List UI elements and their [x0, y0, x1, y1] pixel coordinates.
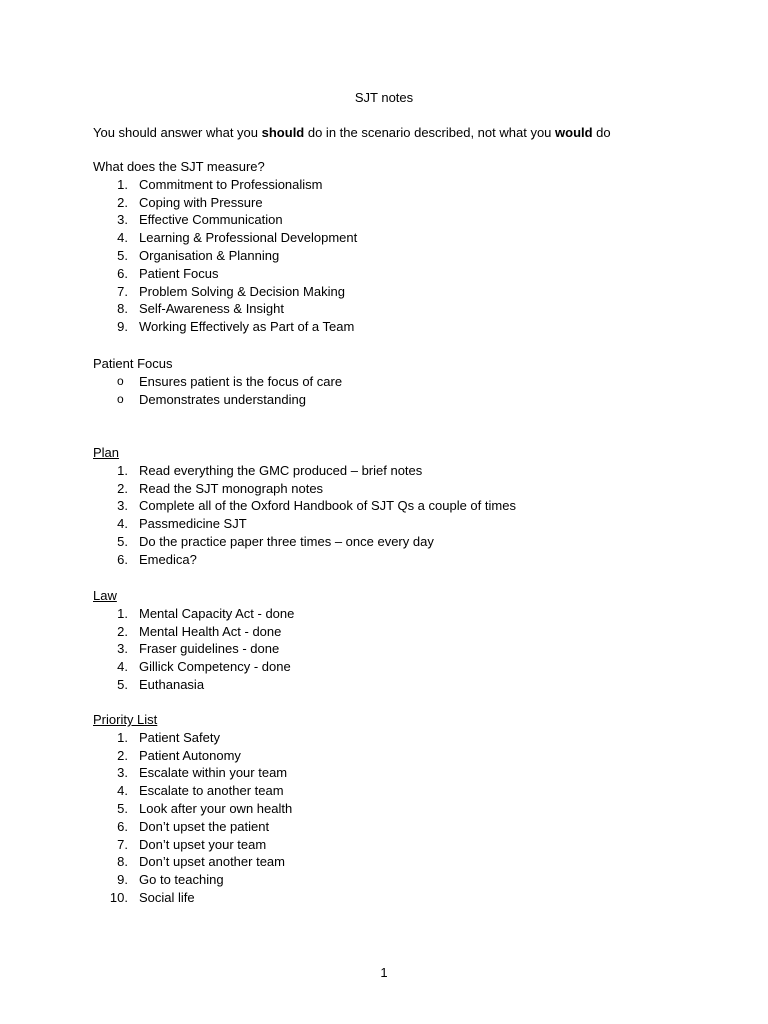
list-item [93, 229, 713, 247]
measure-list [93, 176, 713, 336]
list-item [93, 211, 713, 229]
plan-heading: Plan [93, 445, 120, 460]
list-number: 3. [117, 765, 128, 781]
patient-focus-list [93, 373, 713, 409]
list-number: 1. [117, 462, 128, 478]
list-number: 7. [117, 836, 128, 852]
list-number: 4. [117, 516, 128, 532]
list-text: Go to teaching [139, 872, 224, 888]
measure-section [93, 158, 713, 336]
law-heading: Law [93, 588, 117, 603]
list-text: Coping with Pressure [139, 194, 263, 210]
intro-text-part1: You should answer what you [93, 125, 262, 140]
patient-focus-section [93, 355, 713, 408]
list-item [93, 300, 713, 318]
list-item [93, 194, 713, 212]
list-item [93, 747, 713, 765]
list-number: 1. [117, 729, 128, 745]
measure-heading: What does the SJT measure? [93, 159, 265, 174]
list-text: Commitment to Professionalism [139, 176, 323, 192]
intro-paragraph [93, 124, 611, 141]
list-item [93, 658, 713, 676]
list-text: Mental Capacity Act - done [139, 605, 295, 621]
list-item [93, 853, 713, 871]
list-text: Self-Awareness & Insight [139, 301, 284, 317]
list-number: 6. [117, 551, 128, 567]
list-text: Don’t upset your team [139, 836, 267, 852]
document-title: SJT notes [354, 90, 414, 105]
list-text: Escalate to another team [139, 783, 284, 799]
list-item [93, 800, 713, 818]
list-number: 5. [117, 676, 128, 692]
list-text: Learning & Professional Development [139, 230, 358, 246]
list-item [93, 676, 713, 694]
list-item [93, 836, 713, 854]
list-item [93, 605, 713, 623]
plan-section [93, 444, 713, 569]
priority-section [93, 711, 713, 907]
list-number: 4. [117, 230, 128, 246]
intro-bold-should: should [261, 125, 305, 140]
bullet-circle-icon: o [117, 373, 124, 388]
list-number: 5. [117, 247, 128, 263]
list-item [93, 551, 713, 569]
list-text: Look after your own health [139, 800, 293, 816]
list-item [93, 889, 713, 907]
list-text: Fraser guidelines - done [139, 641, 280, 657]
list-number: 8. [117, 301, 128, 317]
intro-bold-would: would [555, 125, 593, 140]
plan-list [93, 462, 713, 569]
list-item [93, 818, 713, 836]
list-number: 6. [117, 265, 128, 281]
list-text: Escalate within your team [139, 765, 288, 781]
list-number: 2. [117, 623, 128, 639]
list-text: Gillick Competency - done [139, 659, 291, 675]
list-text: Don’t upset the patient [139, 818, 270, 834]
list-number: 2. [117, 480, 128, 496]
list-number: 3. [117, 212, 128, 228]
intro-text-part3: do [592, 125, 611, 140]
list-number: 7. [117, 283, 128, 299]
list-text: Problem Solving & Decision Making [139, 283, 345, 299]
list-number: 6. [117, 818, 128, 834]
list-item [93, 640, 713, 658]
list-item [93, 265, 713, 283]
list-text: Organisation & Planning [139, 247, 280, 263]
list-text: Don’t upset another team [139, 854, 285, 870]
list-text: Emedica? [139, 551, 197, 567]
list-number: 3. [117, 498, 128, 514]
intro-text-part2: do in the scenario described, not what you [304, 125, 556, 140]
list-number: 9. [117, 872, 128, 888]
list-item [93, 497, 713, 515]
list-item [93, 318, 713, 336]
list-text: Ensures patient is the focus of care [139, 373, 343, 389]
bullet-circle-icon: o [117, 391, 124, 406]
list-number: 10. [109, 889, 128, 905]
list-item [93, 373, 713, 391]
list-number: 2. [117, 747, 128, 763]
list-item [93, 764, 713, 782]
list-text: Working Effectively as Part of a Team [139, 319, 355, 335]
list-number: 4. [117, 783, 128, 799]
list-text: Demonstrates understanding [139, 391, 306, 407]
list-number: 9. [117, 319, 128, 335]
list-number: 5. [117, 800, 128, 816]
list-item [93, 533, 713, 551]
patient-focus-heading: Patient Focus [93, 356, 173, 371]
list-item [93, 283, 713, 301]
list-text: Patient Safety [139, 729, 220, 745]
list-item [93, 391, 713, 409]
list-number: 1. [117, 605, 128, 621]
list-text: Passmedicine SJT [139, 516, 247, 532]
list-text: Read everything the GMC produced – brief notes [139, 462, 423, 478]
list-item [93, 480, 713, 498]
list-item [93, 623, 713, 641]
list-number: 4. [117, 659, 128, 675]
list-text: Patient Focus [139, 265, 219, 281]
list-text: Mental Health Act - done [139, 623, 282, 639]
list-number: 8. [117, 854, 128, 870]
list-text: Effective Communication [139, 212, 283, 228]
list-text: Do the practice paper three times – once every day [139, 533, 434, 549]
list-item [93, 782, 713, 800]
list-text: Social life [139, 889, 195, 905]
list-item [93, 462, 713, 480]
priority-list [93, 729, 713, 907]
list-number: 3. [117, 641, 128, 657]
page-number: 1 [380, 965, 388, 980]
list-text: Complete all of the Oxford Handbook of SJT Qs a couple of times [139, 498, 516, 514]
list-item [93, 729, 713, 747]
list-number: 5. [117, 533, 128, 549]
law-section [93, 587, 713, 694]
list-item [93, 247, 713, 265]
list-item [93, 871, 713, 889]
list-text: Euthanasia [139, 676, 205, 692]
law-list [93, 605, 713, 694]
list-item [93, 176, 713, 194]
priority-heading: Priority List [93, 712, 158, 727]
list-number: 2. [117, 194, 128, 210]
list-item [93, 515, 713, 533]
list-text: Read the SJT monograph notes [139, 480, 324, 496]
list-text: Patient Autonomy [139, 747, 241, 763]
list-number: 1. [117, 176, 128, 192]
